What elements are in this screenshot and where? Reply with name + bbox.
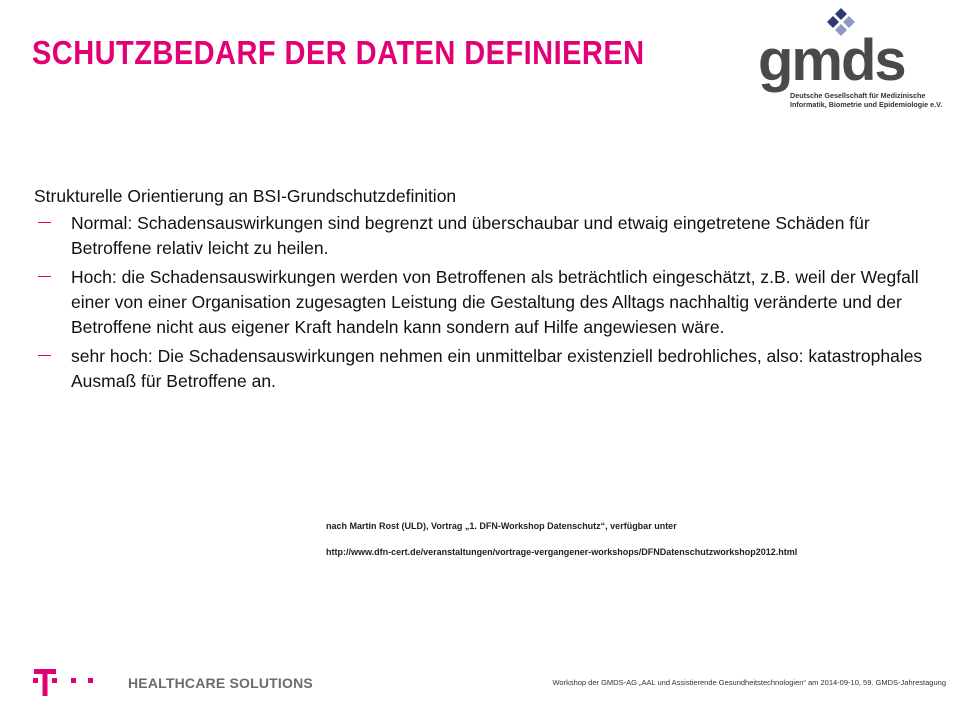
- source-url[interactable]: http://www.dfn-cert.de/veranstaltungen/vortrage-vergangener-workshops/DFNDatenschutzworkshop2012.html: [326, 547, 798, 557]
- dash-bullet-icon: [38, 355, 51, 356]
- list-item: [34, 344, 934, 394]
- list-item: [34, 211, 934, 261]
- intro-text: Strukturelle Orientierung an BSI-Grundschutzdefinition: [34, 186, 457, 206]
- list-item-text: Hoch: die Schadensauswirkungen werden von Betroffenen als beträchtlich eingeschätzt, z.B. weil der Wegfall einer von einer Organisation zugesagten Leistung die Gestaltung des Alltags nachhaltig veränderte und der Betroffene nicht aus eigener Kraft handeln kann sondern auf Hilfe angewiesen wäre.: [71, 267, 919, 337]
- telekom-t-logo-icon: [30, 664, 100, 698]
- gmds-logo: [752, 6, 958, 110]
- logo-subtitle: Deutsche Gesellschaft für Medizinische Informatik, Biometrie und Epidemiologie e.V.: [790, 91, 943, 109]
- logo-wordmark: gmds: [758, 28, 905, 93]
- dash-bullet-icon: [38, 276, 51, 277]
- content-body: [34, 184, 934, 398]
- slide-title: SCHUTZBEDARF DER DATEN DEFINIEREN: [32, 34, 645, 71]
- list-item-text: Normal: Schadensauswirkungen sind begrenzt und überschaubar und etwaig eingetretene Schäden für Betroffene relativ leicht zu heilen.: [71, 213, 870, 258]
- footer-note: Workshop der GMDS-AG „AAL und Assistierende Gesundheitstechnologien“ am 2014-09-10, 59. GMDS-Jahrestagung: [552, 678, 946, 687]
- bullet-list: [34, 211, 934, 394]
- source-line: nach Martin Rost (ULD), Vortrag „1. DFN-Workshop Datenschutz“, verfügbar unter: [326, 521, 677, 531]
- brand-name: HEALTHCARE SOLUTIONS: [128, 675, 313, 691]
- list-item: [34, 265, 934, 340]
- dash-bullet-icon: [38, 222, 51, 223]
- source-citation: [326, 521, 946, 557]
- list-item-text: sehr hoch: Die Schadensauswirkungen nehmen ein unmittelbar existenziell bedrohliches, also: katastrophales Ausmaß für Betroffene an.: [71, 346, 923, 391]
